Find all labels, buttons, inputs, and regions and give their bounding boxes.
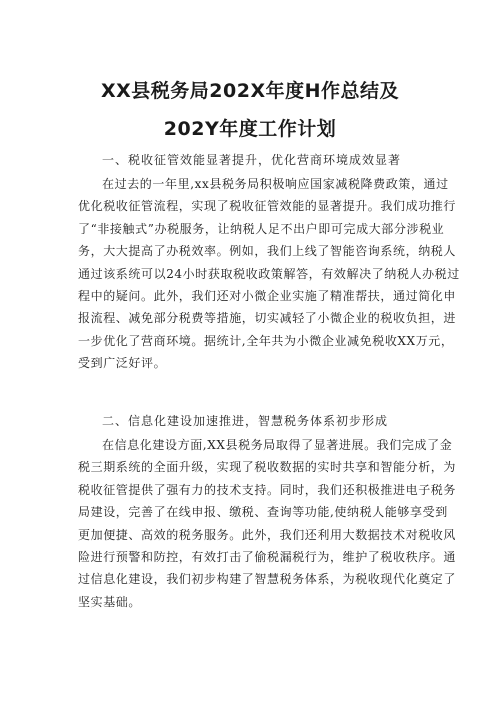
paragraph-line: 受到广泛好评。 <box>78 356 167 371</box>
paragraph-line: 过信息化建设，我们初步构建了智慧税务体系，为税收现代化奠定了 <box>78 572 457 587</box>
section-2-heading: 二、信息化建设加速推进，智慧税务体系初步形成 <box>102 414 389 428</box>
paragraph-line: 一步优化了营商环境。据统计,全年共为小微企业减免税收XX万元， <box>78 333 454 348</box>
paragraph-line: 优化税收征管流程，实现了税收征管效能的显著提升。我们成功推行 <box>78 199 457 214</box>
paragraph-line: 通过该系统可以24小时获取税收政策解答，有效解决了纳税人办税过 <box>78 266 460 281</box>
paragraph-line: 报流程、减免部分税费等措施，切实减轻了小微企业的税收负担，进 <box>78 311 457 326</box>
paragraph-line: 在信息化建设方面,XX县税务局取得了显著进展。我们完成了金 <box>102 438 453 452</box>
paragraph-line: 更加便捷、高效的税务服务。此外，我们还利用大数据技术对税收风 <box>78 527 457 542</box>
paragraph-line: 税收征管提供了强有力的技术支持。同时，我们还积极推进电子税务 <box>78 482 457 497</box>
document-title-line-1: XX县税务局202X年度H作总结及 <box>100 80 399 102</box>
paragraph-line: 坚实基础。 <box>78 594 142 609</box>
section-1-heading: 一、税收征管效能显著提升，优化营商环境成效显著 <box>102 153 402 167</box>
section-2-paragraph <box>78 434 457 613</box>
document-title-line-2: 202Y年度工作计划 <box>163 118 337 140</box>
paragraph-line: 险进行预警和防控，有效打击了偷税漏税行为，维护了税收秩序。通 <box>78 550 457 565</box>
paragraph-line: 税三期系统的全面升级，实现了税收数据的实时共享和智能分析，为 <box>78 460 457 475</box>
paragraph-line: 在过去的一年里,xx县税务局积极响应国家减税降费政策，通过 <box>102 177 449 191</box>
paragraph-line: 局建设，完善了在线申报、缴税、查询等功能,使纳税人能够享受到 <box>78 505 448 520</box>
paragraph-line: 务，大大提高了办税效率。例如，我们上线了智能咨询系统，纳税人 <box>78 244 457 259</box>
section-1-paragraph <box>78 173 460 375</box>
paragraph-line: 了“非接触式”办税服务，让纳税人足不出户即可完成大部分涉税业 <box>78 221 445 236</box>
paragraph-line: 程中的疑问。此外，我们还对小微企业实施了精准帮扶，通过简化申 <box>78 289 457 304</box>
